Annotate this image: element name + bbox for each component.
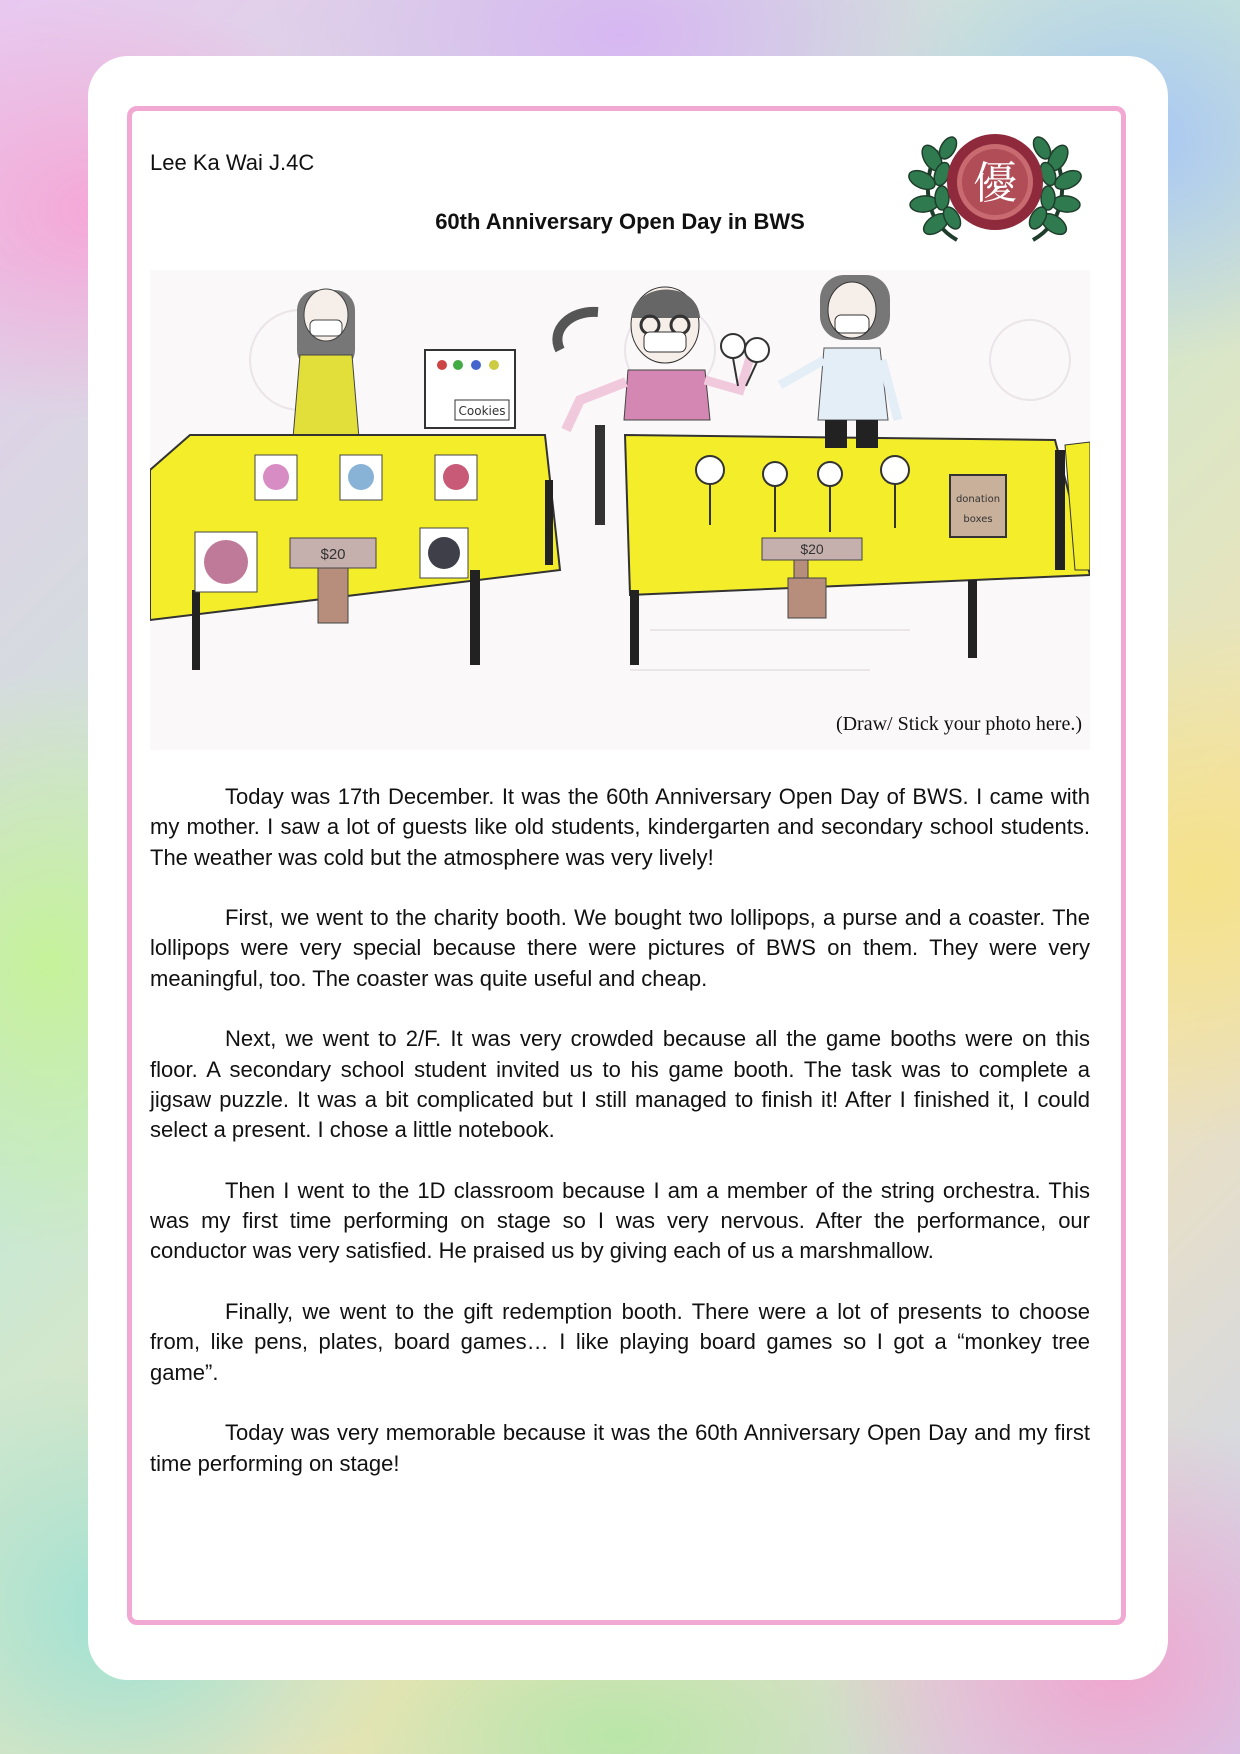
booth-illustration (150, 270, 1090, 750)
essay-paragraph: Finally, we went to the gift redemption booth. There were a lot of presents to choose from, like pens, plates, board games… I like playing board games so I got a “monkey tree game”. (150, 1299, 1090, 1385)
donation-box-label-1: donation (955, 494, 1001, 505)
left-price-tag: $20 (320, 546, 346, 563)
essay-paragraph: Next, we went to 2/F. It was very crowded because all the game booths were on this floor. A secondary school student invited us to his game booth. The task was to complete a jigsaw puzzle. It was a bit complicated but I still managed to finish it! After I finished it, I could select a present. I chose a little notebook. (150, 1026, 1090, 1143)
girl-figure-middle (557, 287, 750, 430)
essay-paragraph: Then I went to the 1D classroom because I am a member of the string orchestra. This was my first time performing on stage so I was very nervous. After the performance, our conductor was very satisfied. He praised us by giving each of us a marshmallow. (150, 1177, 1090, 1264)
essay-paragraph: First, we went to the charity booth. We bought two lollipops, a purse and a coaster. The lollipops were very special because there were pictures of BWS on them. They were very meaningful, too. The coaster was quite useful and cheap. (150, 905, 1090, 991)
essay-title: 60th Anniversary Open Day in BWS (435, 209, 805, 234)
essay-paragraph: Today was very memorable because it was the 60th Anniversary Open Day and my first time performing on stage! (150, 1420, 1090, 1476)
cookie-box (425, 350, 515, 428)
open-day-drawing (150, 270, 1090, 750)
seal-character: 優 (973, 158, 1017, 209)
woman-figure-right (780, 275, 898, 448)
photo-caption: (Draw/ Stick your photo here.) (835, 713, 1082, 735)
right-price-tag: $20 (800, 541, 824, 557)
essay-body (150, 782, 1090, 1509)
girl-figure-left (292, 289, 360, 450)
excellence-seal-icon (902, 118, 1088, 254)
author-name: Lee Ka Wai J.4C (150, 150, 315, 175)
donation-box-label-2: boxes (963, 514, 993, 525)
left-booth-table (150, 435, 560, 670)
essay-paragraph: Today was 17th December. It was the 60th Anniversary Open Day of BWS. I came with my mother. I saw a lot of guests like old students, kindergarten and secondary school students. The weather was cold but the atmosphere was very lively! (150, 784, 1090, 870)
cookie-box-label: Cookies (458, 404, 506, 418)
